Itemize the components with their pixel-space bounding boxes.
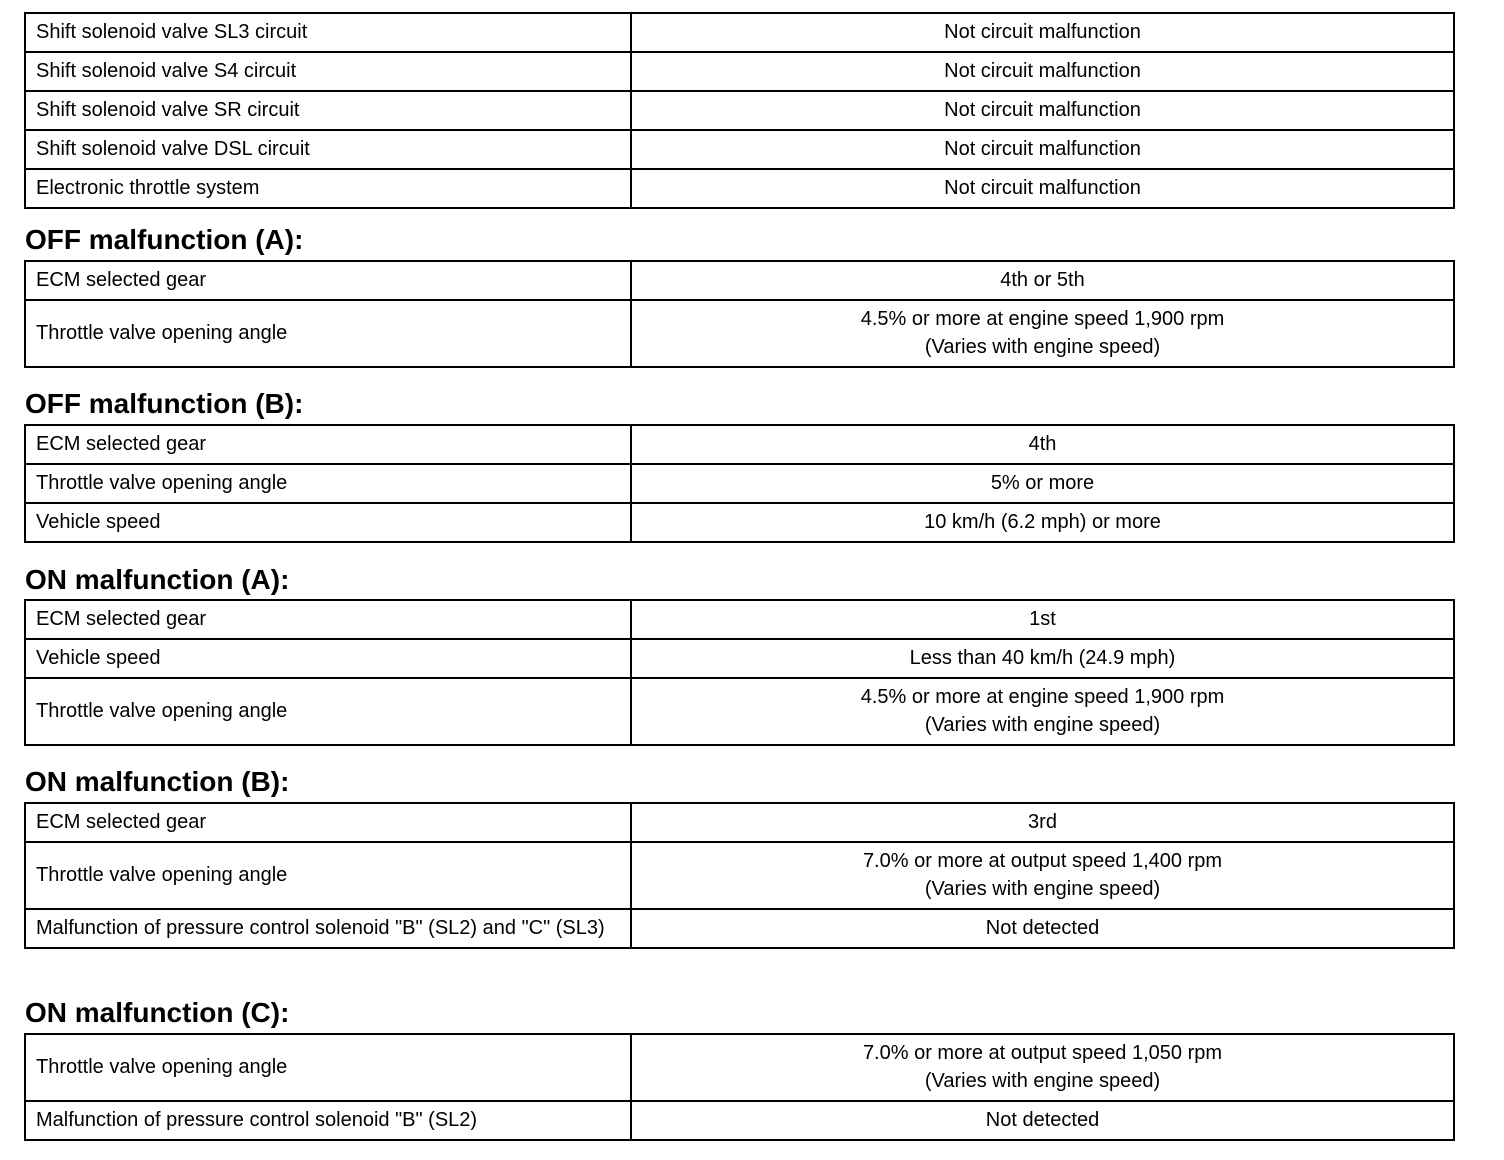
section-title-off-b: OFF malfunction (B): [25, 388, 304, 419]
section-title-on-b: ON malfunction (B): [25, 766, 290, 797]
value-line: 4th [1028, 433, 1057, 455]
row-label: Shift solenoid valve DSL circuit [25, 130, 631, 169]
value-line: 4th or 5th [1000, 269, 1085, 291]
value-line: 10 km/h (6.2 mph) or more [924, 511, 1161, 533]
row-label: Throttle valve opening angle [25, 842, 631, 909]
value-line: Not circuit malfunction [944, 21, 1141, 43]
table-row [25, 503, 1454, 542]
row-label: Throttle valve opening angle [25, 1034, 631, 1101]
row-value [631, 13, 1454, 52]
row-value [631, 425, 1454, 464]
table-row [25, 1034, 1454, 1101]
value-line: 4.5% or more at engine speed 1,900 rpm [860, 308, 1225, 330]
table-row [25, 13, 1454, 52]
row-value [631, 91, 1454, 130]
row-label: ECM selected gear [25, 425, 631, 464]
table-row [25, 600, 1454, 639]
value-line: 7.0% or more at output speed 1,400 rpm [862, 850, 1223, 872]
row-label: Shift solenoid valve SR circuit [25, 91, 631, 130]
row-value [631, 1034, 1454, 1101]
table-row [25, 464, 1454, 503]
row-value [631, 600, 1454, 639]
row-value [631, 803, 1454, 842]
row-value [631, 464, 1454, 503]
row-label: Vehicle speed [25, 503, 631, 542]
section-title-on-c: ON malfunction (C): [25, 997, 290, 1028]
value-line: Not circuit malfunction [944, 138, 1141, 160]
row-label: Shift solenoid valve SL3 circuit [25, 13, 631, 52]
table-row [25, 803, 1454, 842]
table-row [25, 909, 1454, 948]
on-malfunction-c-table-block [24, 1033, 1455, 1141]
row-value [631, 678, 1454, 745]
row-value [631, 52, 1454, 91]
row-label: Vehicle speed [25, 639, 631, 678]
value-line: 4.5% or more at engine speed 1,900 rpm [860, 686, 1225, 708]
value-line: (Varies with engine speed) [924, 336, 1161, 358]
row-value [631, 300, 1454, 367]
row-value [631, 1101, 1454, 1140]
value-line: Not circuit malfunction [944, 177, 1141, 199]
table-row [25, 91, 1454, 130]
row-value [631, 130, 1454, 169]
row-value [631, 639, 1454, 678]
value-line: Not detected [985, 917, 1100, 939]
row-value [631, 909, 1454, 948]
table-row [25, 130, 1454, 169]
section-title-off-a: OFF malfunction (A): [25, 224, 304, 255]
on-malfunction-a-table-block [24, 599, 1455, 746]
value-line: Not circuit malfunction [944, 60, 1141, 82]
value-line: 5% or more [990, 472, 1095, 494]
value-line: (Varies with engine speed) [924, 714, 1161, 736]
row-label: Throttle valve opening angle [25, 464, 631, 503]
table-row [25, 842, 1454, 909]
row-label: Electronic throttle system [25, 169, 631, 208]
table-row [25, 639, 1454, 678]
table-row [25, 261, 1454, 300]
off-malfunction-b-table-block [24, 424, 1455, 543]
row-label: Malfunction of pressure control solenoid "B" (SL2) [25, 1101, 631, 1140]
row-label: Throttle valve opening angle [25, 300, 631, 367]
on-malfunction-a-table [24, 599, 1455, 746]
value-line: 3rd [1028, 811, 1057, 833]
row-value [631, 169, 1454, 208]
table-row [25, 169, 1454, 208]
table-row [25, 1101, 1454, 1140]
row-label: ECM selected gear [25, 600, 631, 639]
table-row [25, 678, 1454, 745]
value-line: 7.0% or more at output speed 1,050 rpm [862, 1042, 1223, 1064]
row-label: Throttle valve opening angle [25, 678, 631, 745]
off-malfunction-a-table-block [24, 260, 1455, 368]
row-value [631, 503, 1454, 542]
value-line: (Varies with engine speed) [924, 1070, 1161, 1092]
row-label: Malfunction of pressure control solenoid "B" (SL2) and "C" (SL3) [25, 909, 631, 948]
table-row [25, 425, 1454, 464]
on-malfunction-b-table [24, 802, 1455, 949]
row-value [631, 842, 1454, 909]
row-label: ECM selected gear [25, 803, 631, 842]
value-line: Not circuit malfunction [944, 99, 1141, 121]
value-line: (Varies with engine speed) [924, 878, 1161, 900]
table-row [25, 52, 1454, 91]
row-label: ECM selected gear [25, 261, 631, 300]
off-malfunction-a-table [24, 260, 1455, 368]
row-label: Shift solenoid valve S4 circuit [25, 52, 631, 91]
circuit-check-table [24, 12, 1455, 209]
on-malfunction-b-table-block [24, 802, 1455, 949]
value-line: Less than 40 km/h (24.9 mph) [909, 647, 1176, 669]
off-malfunction-b-table [24, 424, 1455, 543]
section-title-on-a: ON malfunction (A): [25, 564, 290, 595]
table-row [25, 300, 1454, 367]
value-line: Not detected [985, 1109, 1100, 1131]
circuit-check-table-block [24, 12, 1455, 209]
value-line: 1st [1029, 608, 1056, 630]
row-value [631, 261, 1454, 300]
on-malfunction-c-table [24, 1033, 1455, 1141]
